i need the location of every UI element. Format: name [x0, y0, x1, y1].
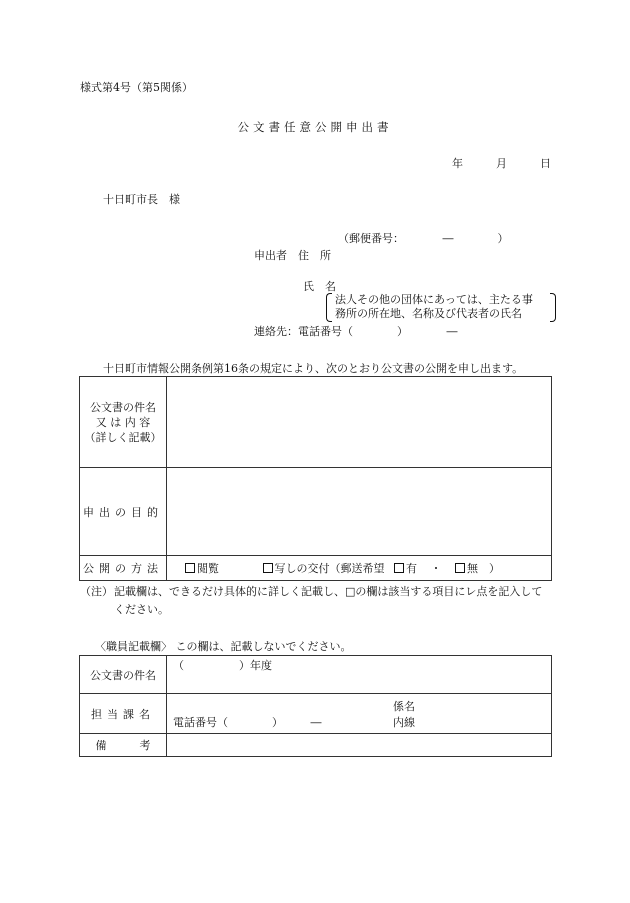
postal-code-line: （郵便番号： ― ）: [338, 232, 509, 245]
option-copy[interactable]: [263, 560, 385, 576]
name-note-line-1: 法人その他の団体にあっては、主たる事: [335, 293, 533, 306]
bracket-left: [326, 293, 332, 322]
option-view[interactable]: [185, 560, 219, 576]
checkbox-mail-no[interactable]: [455, 563, 465, 573]
checkbox-view[interactable]: [185, 563, 195, 573]
name-note: [326, 293, 556, 322]
note: [80, 583, 550, 619]
remarks-field: [167, 734, 552, 757]
doc-subject-label: [80, 377, 167, 468]
extension-label: 内線: [393, 716, 415, 729]
method-label: 公開の方法: [80, 556, 167, 581]
doc-subject-field[interactable]: [167, 377, 552, 468]
doc-subject-label-line-3: （詳しく記載）: [84, 430, 162, 444]
date-line: [452, 157, 551, 170]
dept-label: 担当課名: [80, 694, 167, 734]
date-year-label: 年: [452, 157, 463, 170]
bracket-right: [550, 293, 556, 322]
remarks-label: 備 考: [80, 734, 167, 757]
staff-doc-field: [167, 656, 552, 694]
applicant-address-label: 申出者 住 所: [254, 249, 331, 262]
recipient: 十日町市長 様: [103, 193, 180, 206]
method-options: [167, 556, 552, 581]
section-label: 係名: [393, 700, 415, 713]
page-title: 公文書任意公開申出書: [237, 120, 393, 134]
checkbox-mail-yes[interactable]: [394, 563, 404, 573]
name-note-line-2: 務所の所在地、名称及び代表者の氏名: [335, 307, 522, 320]
intro-text: 十日町市情報公開条例第16条の規定により、次のとおり公文書の公開を申し出ます。: [103, 362, 524, 375]
staff-section-heading: 〈職員記載欄〉 この欄は、記載しないでください。: [95, 640, 352, 653]
purpose-label: 申出の目的: [80, 468, 167, 556]
option-mail-no[interactable]: [455, 560, 500, 576]
option-mail-no-label: 無 ）: [467, 562, 500, 575]
date-day-label: 日: [540, 157, 551, 170]
doc-subject-label-line-1: 公文書の件名: [90, 400, 156, 414]
applicant-name-label: 氏 名: [303, 280, 336, 293]
staff-phone: 電話番号（ ） ―: [173, 716, 322, 729]
option-mail-yes-label: 有: [406, 562, 417, 575]
purpose-field[interactable]: [167, 468, 552, 556]
note-head: （注）: [80, 585, 113, 598]
staff-doc-label: 公文書の件名: [80, 656, 167, 694]
date-month-label: 月: [496, 157, 507, 170]
request-table: [79, 376, 552, 581]
checkbox-copy[interactable]: [263, 563, 273, 573]
form-number: 様式第4号（第5関係）: [80, 81, 193, 94]
dept-field: [167, 694, 552, 734]
option-view-label: 閲覧: [197, 562, 219, 575]
doc-subject-label-line-2: 又 は 内 容: [95, 415, 151, 429]
note-body: 記載欄は、できるだけ具体的に詳しく記載し、□の欄は該当する項目にレ点を記入してください。: [114, 585, 543, 616]
option-mail-yes[interactable]: [394, 560, 417, 576]
contact-phone-line: 連絡先：電話番号（ ） ―: [254, 325, 458, 338]
separator-dot: ・: [430, 562, 442, 575]
fiscal-year: （ ）年度: [173, 659, 272, 672]
option-copy-label: 写しの交付（郵送希望: [274, 562, 385, 575]
staff-table: [79, 655, 552, 757]
